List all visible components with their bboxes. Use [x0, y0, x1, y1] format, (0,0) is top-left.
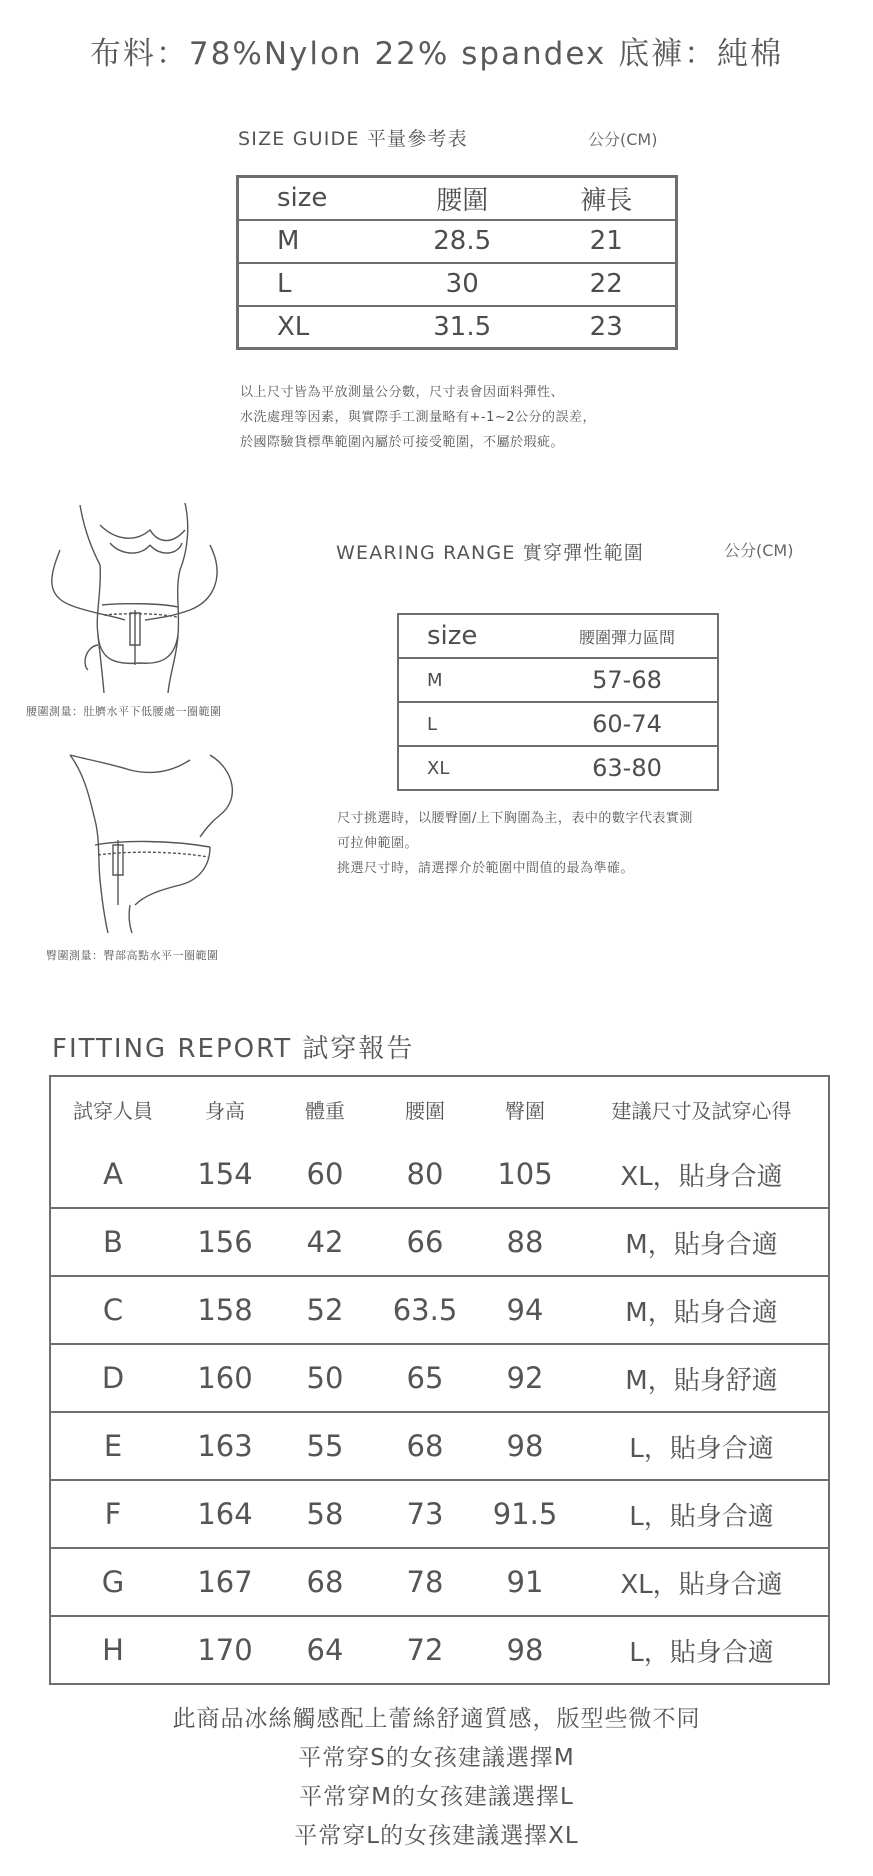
size-guide-notes: [240, 380, 596, 455]
weight-cell: 42: [275, 1208, 375, 1276]
wearing-range-unit: 公分(CM): [724, 541, 794, 560]
tester-cell: D: [50, 1344, 175, 1412]
waist-cell: 73: [375, 1480, 475, 1548]
hip-measure-caption: 臀圍測量：臀部高點水平一圈範圍: [46, 949, 219, 962]
tester-cell: H: [102, 1633, 124, 1667]
hip-cell: 105: [475, 1141, 575, 1208]
table-row: [50, 1276, 829, 1344]
size-cell: XL: [277, 311, 310, 342]
range-cell: 60-74: [537, 702, 718, 746]
waist-cell: 30: [387, 263, 537, 306]
header-cell: 腰圍彈力區間: [537, 614, 718, 658]
note-line: 水洗處理等因素，與實際手工測量略有+-1~2公分的誤差，: [240, 410, 597, 425]
height-cell: 164: [175, 1480, 275, 1548]
size-guide-table: [236, 175, 678, 350]
size-cell: M: [398, 658, 537, 702]
size-cell: L: [238, 263, 388, 306]
wearing-range-notes: [337, 806, 693, 881]
height-cell: 154: [175, 1141, 275, 1208]
suggestion-cell: M，貼身合適: [575, 1276, 829, 1344]
range-cell: 63-80: [592, 754, 662, 782]
size-guide-title: SIZE GUIDE 平量參考表: [238, 128, 468, 150]
length-cell: 22: [537, 263, 676, 306]
waist-cell: 72: [406, 1633, 444, 1667]
height-cell: 156: [175, 1208, 275, 1276]
height-cell: 158: [175, 1276, 275, 1344]
header-cell: size: [398, 614, 537, 658]
fabric-composition: 布料：78%Nylon 22% spandex 底褲：純棉: [89, 36, 784, 72]
bottom-notes: [0, 1700, 873, 1856]
size-guide-unit: 公分(CM): [588, 130, 658, 149]
table-row: [50, 1208, 829, 1276]
bottom-note-line: 平常穿S的女孩建議選擇M: [298, 1745, 575, 1771]
header-cell: 腰圍: [387, 177, 537, 220]
waist-cell: 68: [375, 1412, 475, 1480]
weight-cell: 55: [275, 1412, 375, 1480]
suggestion-cell: L，貼身合適: [629, 1637, 774, 1668]
tester-cell: F: [50, 1480, 175, 1548]
fitting-report-table: [49, 1075, 830, 1685]
suggestion-cell: M，貼身舒適: [575, 1344, 829, 1412]
suggestion-cell: XL，貼身合適: [575, 1548, 829, 1616]
table-row: [238, 306, 677, 349]
bottom-note-line: 此商品冰絲觸感配上蕾絲舒適質感，版型些微不同: [172, 1706, 701, 1732]
table-row: [50, 1412, 829, 1480]
waist-measure-caption: 腰圍測量：肚臍水平下低腰處一圈範圍: [26, 705, 222, 718]
header-cell: 建議尺寸及試穿心得: [611, 1098, 792, 1123]
bottom-note-line: 平常穿M的女孩建議選擇L: [299, 1784, 574, 1810]
tester-cell: C: [50, 1276, 175, 1344]
table-row: [398, 746, 718, 790]
height-cell: 160: [175, 1344, 275, 1412]
table-header-row: [50, 1076, 829, 1141]
waist-cell: 80: [375, 1141, 475, 1208]
weight-cell: 64: [306, 1633, 344, 1667]
table-row: [398, 702, 718, 746]
table-row: [50, 1548, 829, 1616]
bottom-note-line: 平常穿L的女孩建議選擇XL: [294, 1823, 579, 1849]
table-row: [50, 1480, 829, 1548]
size-cell: XL: [427, 757, 450, 779]
fitting-report-title: FITTING REPORT 試穿報告: [52, 1034, 415, 1064]
hip-cell: 88: [475, 1208, 575, 1276]
tester-cell: B: [50, 1208, 175, 1276]
table-header-row: [398, 614, 718, 658]
header-cell: 臀圍: [505, 1098, 545, 1123]
weight-cell: 68: [275, 1548, 375, 1616]
height-cell: 170: [197, 1633, 253, 1667]
waist-cell: 28.5: [387, 220, 537, 263]
length-cell: 21: [537, 220, 676, 263]
note-line: 挑選尺寸時，請選擇介於範圍中間值的最為準確。: [337, 861, 635, 876]
size-cell: L: [398, 702, 537, 746]
weight-cell: 58: [275, 1480, 375, 1548]
table-row: [50, 1344, 829, 1412]
table-row: [50, 1141, 829, 1208]
waist-cell: 66: [375, 1208, 475, 1276]
waist-cell: 65: [375, 1344, 475, 1412]
note-line: 可拉伸範圍。: [337, 836, 419, 851]
tester-cell: A: [50, 1141, 175, 1208]
hip-cell: 94: [475, 1276, 575, 1344]
header-cell: 體重: [305, 1098, 345, 1123]
suggestion-cell: M，貼身合適: [575, 1208, 829, 1276]
height-cell: 163: [175, 1412, 275, 1480]
waist-cell: 78: [375, 1548, 475, 1616]
suggestion-cell: L，貼身合適: [575, 1480, 829, 1548]
table-row: [238, 263, 677, 306]
hip-cell: 98: [475, 1412, 575, 1480]
header-cell: 褲長: [537, 177, 676, 220]
note-line: 於國際驗貨標準範圍內屬於可接受範圍，不屬於瑕疵。: [240, 435, 565, 450]
tester-cell: E: [50, 1412, 175, 1480]
weight-cell: 60: [275, 1141, 375, 1208]
weight-cell: 52: [275, 1276, 375, 1344]
hip-cell: 92: [475, 1344, 575, 1412]
waist-cell: 63.5: [375, 1276, 475, 1344]
hip-cell: 98: [506, 1633, 544, 1667]
waist-measure-illustration: [40, 495, 240, 695]
length-cell: 23: [589, 311, 623, 342]
wearing-range-title: WEARING RANGE 實穿彈性範圍: [336, 542, 644, 564]
table-row: [50, 1616, 829, 1684]
wearing-range-table: [397, 613, 719, 791]
table-header-row: [238, 177, 677, 220]
table-row: [398, 658, 718, 702]
header-cell: 腰圍: [405, 1098, 445, 1123]
note-line: 尺寸挑選時，以腰臀圍/上下胸圍為主，表中的數字代表實測: [337, 811, 693, 826]
hip-measure-illustration: [60, 745, 250, 935]
header-cell: size: [238, 177, 388, 220]
header-cell: 試穿人員: [73, 1098, 153, 1123]
tester-cell: G: [50, 1548, 175, 1616]
range-cell: 57-68: [537, 658, 718, 702]
size-cell: M: [238, 220, 388, 263]
hip-cell: 91.5: [475, 1480, 575, 1548]
suggestion-cell: L，貼身合適: [575, 1412, 829, 1480]
suggestion-cell: XL，貼身合適: [575, 1141, 829, 1208]
header-cell: 身高: [205, 1098, 245, 1123]
hip-cell: 91: [475, 1548, 575, 1616]
weight-cell: 50: [275, 1344, 375, 1412]
height-cell: 167: [175, 1548, 275, 1616]
waist-cell: 31.5: [433, 311, 492, 342]
table-row: [238, 220, 677, 263]
note-line: 以上尺寸皆為平放測量公分數，尺寸表會因面料彈性、: [240, 385, 565, 400]
